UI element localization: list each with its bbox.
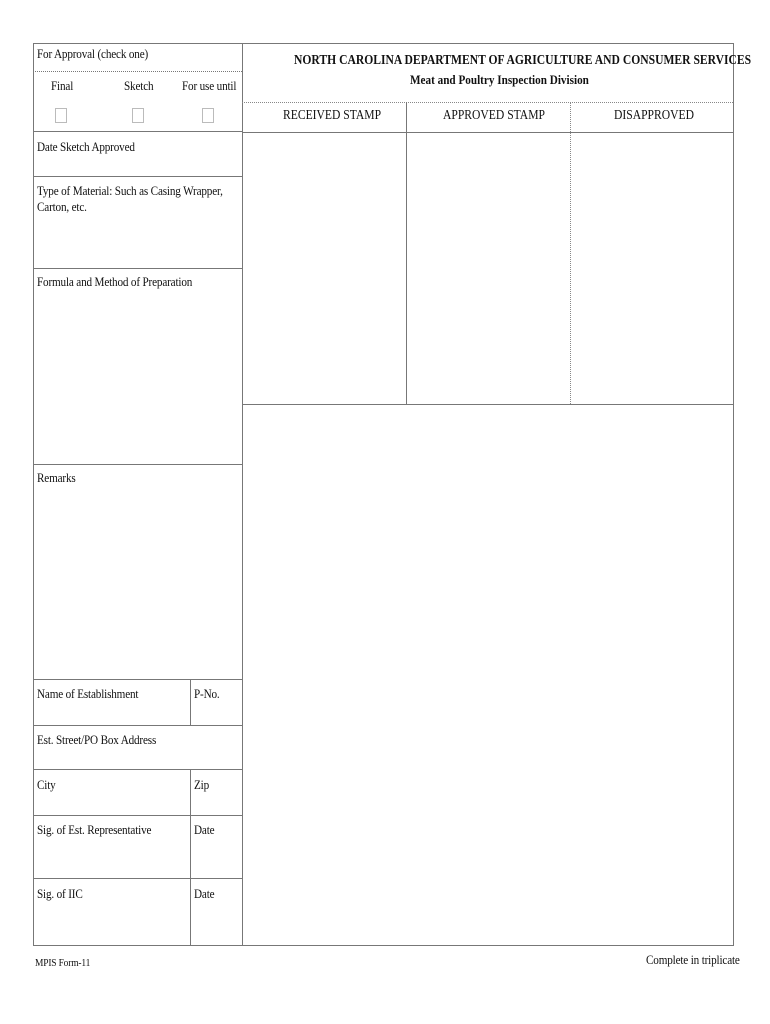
sketch-checkbox[interactable] [132, 108, 144, 123]
option-for-use-until-label: For use until [182, 78, 237, 93]
sig-rep-bottom [33, 878, 242, 879]
approval-title: For Approval (check one) [37, 46, 149, 61]
form-id: MPIS Form-11 [35, 957, 91, 969]
street-bottom [33, 769, 242, 770]
approved-stamp-area[interactable] [407, 133, 569, 403]
footer-note: Complete in triplicate [646, 952, 740, 967]
for-use-until-checkbox[interactable] [202, 108, 214, 123]
date-label-2: Date [194, 886, 215, 901]
date-sketch-approved-label: Date Sketch Approved [37, 139, 135, 154]
disapproved-stamp-area[interactable] [571, 133, 732, 403]
establishment-bottom [33, 725, 242, 726]
left-column-outer-border [33, 43, 34, 945]
received-stamp-heading: RECEIVED STAMP [283, 107, 382, 122]
city-bottom [33, 815, 242, 816]
formula-label: Formula and Method of Preparation [37, 274, 193, 289]
sig-rep-label: Sig. of Est. Representative [37, 822, 152, 837]
top-border-left [33, 43, 242, 44]
agency-title: NORTH CAROLINA DEPARTMENT OF AGRICULTURE AND CONSUMER SERVICES [294, 52, 752, 67]
approved-stamp-heading: APPROVED STAMP [443, 107, 545, 122]
remarks-label: Remarks [37, 470, 76, 485]
option-final-label: Final [51, 78, 74, 93]
approval-divider [33, 71, 242, 72]
received-stamp-area[interactable] [243, 133, 405, 403]
top-border-right [242, 43, 733, 44]
date-label-1: Date [194, 822, 215, 837]
remarks-bottom [33, 679, 242, 680]
establishment-name-label: Name of Establishment [37, 686, 139, 701]
pno-divider [190, 679, 191, 725]
formula-bottom [33, 464, 242, 465]
right-outer-border [733, 43, 734, 946]
p-no-label: P-No. [194, 686, 220, 701]
right-bottom-border [242, 945, 733, 946]
label-sketch-area[interactable] [243, 405, 732, 944]
date-sketch-bottom [33, 176, 242, 177]
sig-iic-label: Sig. of IIC [37, 886, 83, 901]
sig-iic-bottom [33, 945, 242, 946]
approval-bottom [33, 131, 242, 132]
option-sketch-label: Sketch [124, 78, 154, 93]
disapproved-heading: DISAPPROVED [614, 107, 695, 122]
zip-divider [190, 769, 191, 945]
street-label: Est. Street/PO Box Address [37, 732, 157, 747]
final-checkbox[interactable] [55, 108, 67, 123]
zip-label: Zip [194, 777, 210, 792]
division-title: Meat and Poultry Inspection Division [410, 72, 589, 87]
header-divider [242, 102, 733, 103]
city-label: City [37, 777, 56, 792]
type-of-material-label: Type of Material: Such as Casing Wrapper, Carton, etc. [37, 183, 223, 214]
material-bottom [33, 268, 242, 269]
